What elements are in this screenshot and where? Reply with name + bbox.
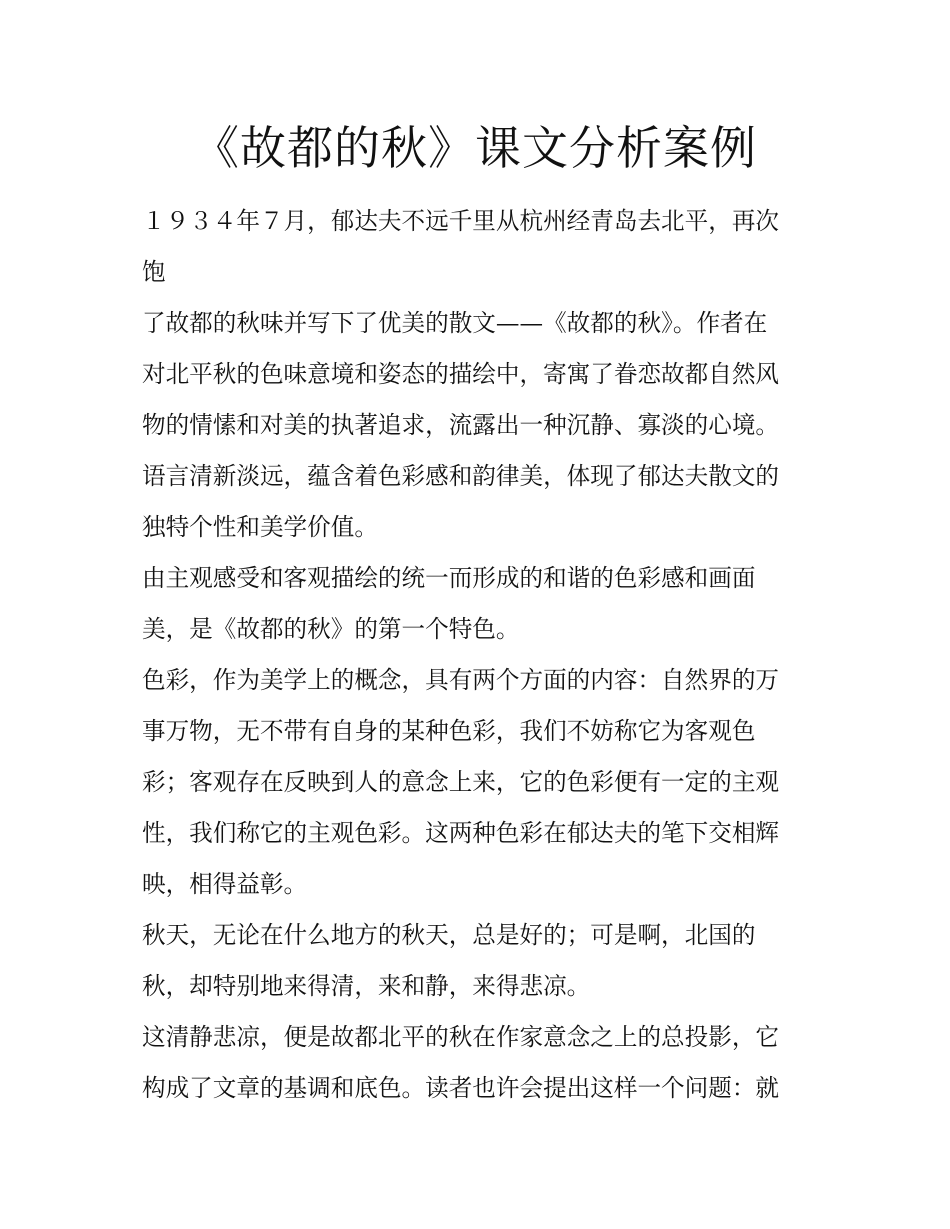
text-line: 秋天，无论在什么地方的秋天，总是好的；可是啊，北国的 (142, 921, 756, 949)
text-line: 独特个性和美学价值。 (142, 513, 378, 541)
text-line: 构成了文章的基调和底色。读者也许会提出这样一个问题：就 (142, 1074, 780, 1102)
text-line: 语言清新淡远，蕴含着色彩感和韵律美，体现了郁达夫散文的 (142, 462, 780, 490)
document-body (142, 196, 822, 1114)
text-line: 了故都的秋味并写下了优美的散文——《故都的秋》。作者在 (142, 309, 768, 337)
text-line: 美，是《故都的秋》的第一个特色。 (142, 615, 520, 643)
text-line: 物的情愫和对美的执著追求，流露出一种沉静、寡淡的心境。 (142, 411, 780, 439)
text-line: 饱 (142, 258, 166, 286)
text-line: 秋，却特别地来得清，来和静，来得悲凉。 (142, 972, 591, 1000)
text-line: 事万物，无不带有自身的某种色彩，我们不妨称它为客观色 (142, 717, 756, 745)
text-line: 彩；客观存在反映到人的意念上来，它的色彩便有一定的主观 (142, 768, 780, 796)
document-title: 《故都的秋》课文分析案例 (193, 121, 757, 175)
text-line: 对北平秋的色味意境和姿态的描绘中，寄寓了眷恋故都自然风 (142, 360, 780, 388)
text-line: 性，我们称它的主观色彩。这两种色彩在郁达夫的笔下交相辉 (142, 819, 780, 847)
text-line: 这清静悲凉，便是故都北平的秋在作家意念之上的总投影，它 (142, 1023, 780, 1051)
text-line: 由主观感受和客观描绘的统一而形成的和谐的色彩感和画面 (142, 564, 756, 592)
text-line: 色彩，作为美学上的概念，具有两个方面的内容：自然界的万 (142, 666, 780, 694)
text-line: 映，相得益彰。 (142, 870, 308, 898)
text-line: １９３４年７月，郁达夫不远千里从杭州经青岛去北平，再次 (142, 207, 780, 235)
